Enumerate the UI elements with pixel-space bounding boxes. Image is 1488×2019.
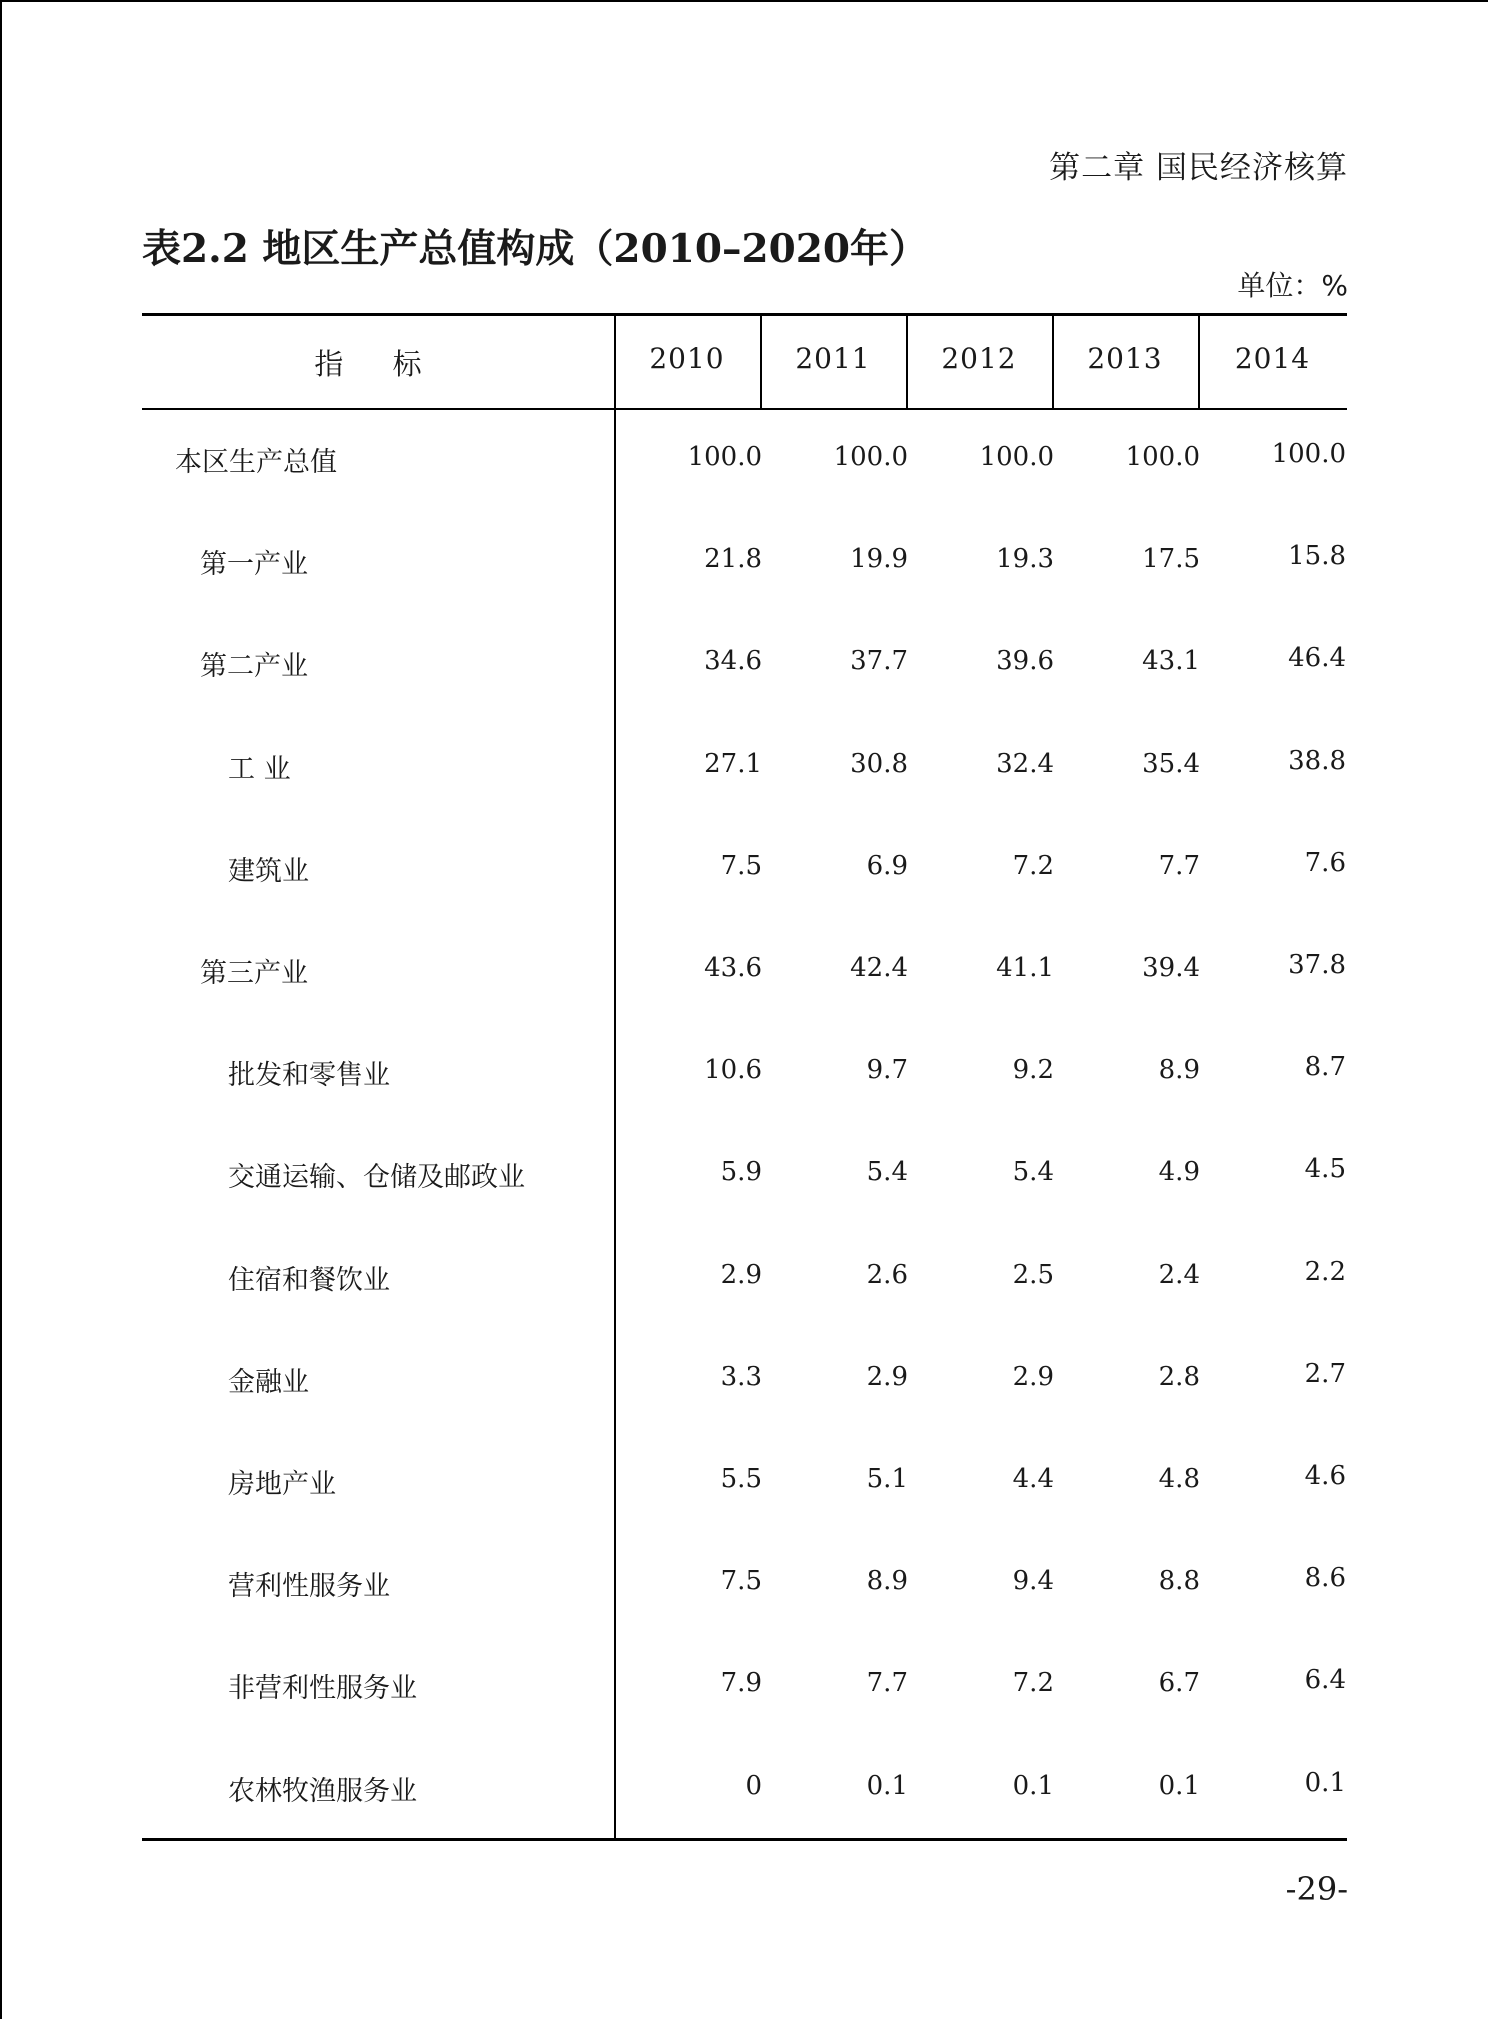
header-column-divider	[760, 316, 762, 408]
row-label: 金融业	[228, 1366, 309, 1398]
table-cell: 2.9	[1012, 1361, 1054, 1392]
table-cell: 2.4	[1158, 1259, 1200, 1290]
table-cell: 30.8	[850, 748, 908, 779]
table-cell: 4.4	[1012, 1464, 1054, 1494]
table-cell: 8.8	[1158, 1566, 1200, 1597]
table-cell: 100.0	[979, 442, 1054, 472]
row-label: 交通运输、仓储及邮政业	[228, 1162, 525, 1194]
table-cell: 7.7	[1158, 850, 1200, 881]
row-label: 第二产业	[200, 651, 308, 683]
year-header: 2010	[649, 342, 725, 375]
row-label: 批发和零售业	[228, 1060, 390, 1092]
table-bottom-rule	[142, 1838, 1347, 1841]
table-cell: 7.7	[866, 1668, 908, 1699]
table-cell: 43.6	[704, 953, 762, 983]
table-cell: 46.4	[1288, 643, 1346, 674]
year-header: 2012	[941, 342, 1017, 375]
table-cell: 100.0	[1271, 439, 1346, 469]
table-cell: 41.1	[996, 953, 1054, 983]
table-cell: 19.3	[996, 544, 1054, 575]
indicator-header: 指 标	[314, 347, 442, 381]
row-label: 第三产业	[200, 958, 308, 989]
table-cell: 7.2	[1012, 1668, 1054, 1699]
table-cell: 4.8	[1158, 1464, 1200, 1494]
table-cell: 0.1	[1158, 1770, 1200, 1801]
row-label: 农林牧渔服务业	[228, 1775, 417, 1807]
row-label: 工 业	[228, 753, 291, 785]
unit-label: 单位：%	[1237, 269, 1348, 302]
table-cell: 8.9	[1158, 1055, 1200, 1086]
table-cell: 10.6	[704, 1055, 762, 1086]
table-cell: 4.6	[1304, 1461, 1346, 1491]
year-header: 2013	[1087, 342, 1163, 375]
table-cell: 2.2	[1304, 1256, 1346, 1287]
table-cell: 43.1	[1142, 646, 1200, 677]
table-cell: 2.7	[1304, 1358, 1346, 1389]
header-column-divider	[1052, 316, 1054, 408]
table-cell: 100.0	[833, 442, 908, 472]
page-number: -29-	[1285, 1870, 1348, 1908]
table-cell: 8.9	[866, 1566, 908, 1597]
table-cell: 100.0	[687, 442, 762, 472]
indicator-column-divider	[614, 316, 616, 1838]
page-top-border	[0, 0, 1488, 2]
page-left-border	[0, 0, 2, 2019]
header-column-divider	[906, 316, 908, 408]
table-cell: 42.4	[850, 953, 908, 983]
table-cell: 37.8	[1288, 950, 1346, 980]
header-column-divider	[1198, 316, 1200, 408]
table-cell: 17.5	[1142, 544, 1200, 575]
table-title: 表2.2 地区生产总值构成（2010–2020年）	[142, 226, 929, 272]
row-label: 营利性服务业	[228, 1571, 390, 1603]
table-cell: 5.4	[1012, 1157, 1054, 1188]
table-cell: 39.4	[1142, 953, 1200, 983]
table-top-rule	[142, 313, 1347, 316]
table-cell: 0.1	[1304, 1767, 1346, 1798]
table-cell: 6.7	[1158, 1668, 1200, 1699]
row-label: 非营利性服务业	[228, 1673, 417, 1705]
row-label: 房地产业	[228, 1469, 336, 1500]
table-cell: 35.4	[1142, 748, 1200, 779]
chapter-header: 第二章 国民经济核算	[1049, 150, 1348, 186]
table-cell: 37.7	[850, 646, 908, 677]
table-cell: 0.1	[1012, 1770, 1054, 1801]
table-cell: 6.9	[866, 850, 908, 881]
table-cell: 5.4	[866, 1157, 908, 1188]
table-cell: 7.5	[720, 1566, 762, 1597]
table-cell: 32.4	[996, 748, 1054, 779]
row-label: 第一产业	[200, 549, 308, 581]
row-label: 住宿和餐饮业	[228, 1264, 390, 1296]
table-cell: 7.2	[1012, 850, 1054, 881]
table-cell: 34.6	[704, 646, 762, 677]
table-cell: 2.9	[866, 1361, 908, 1392]
table-cell: 9.4	[1012, 1566, 1054, 1597]
table-cell: 8.6	[1304, 1563, 1346, 1594]
table-cell: 0	[745, 1770, 762, 1801]
table-cell: 2.6	[866, 1259, 908, 1290]
table-cell: 7.9	[720, 1668, 762, 1699]
table-cell: 2.8	[1158, 1361, 1200, 1392]
table-cell: 7.5	[720, 850, 762, 881]
table-cell: 39.6	[996, 646, 1054, 677]
table-cell: 15.8	[1288, 541, 1346, 572]
table-cell: 9.7	[866, 1055, 908, 1086]
row-label: 建筑业	[228, 855, 309, 887]
table-cell: 4.5	[1304, 1154, 1346, 1185]
table-cell: 7.6	[1304, 847, 1346, 878]
row-label: 本区生产总值	[175, 447, 337, 478]
table-cell: 8.7	[1304, 1052, 1346, 1083]
table-cell: 21.8	[704, 544, 762, 575]
table-cell: 19.9	[850, 544, 908, 575]
table-cell: 2.5	[1012, 1259, 1054, 1290]
table-cell: 5.9	[720, 1157, 762, 1188]
year-header: 2011	[795, 342, 871, 375]
table-cell: 27.1	[704, 748, 762, 779]
table-cell: 38.8	[1288, 745, 1346, 776]
table-cell: 0.1	[866, 1770, 908, 1801]
table-cell: 9.2	[1012, 1055, 1054, 1086]
table-cell: 6.4	[1304, 1665, 1346, 1696]
table-cell: 2.9	[720, 1259, 762, 1290]
table-header-rule	[142, 408, 1347, 410]
table-cell: 100.0	[1125, 442, 1200, 472]
table-cell: 3.3	[720, 1361, 762, 1392]
table-cell: 5.5	[720, 1464, 762, 1494]
year-header: 2014	[1234, 342, 1311, 375]
table-cell: 4.9	[1158, 1157, 1200, 1188]
table-cell: 5.1	[866, 1464, 908, 1494]
